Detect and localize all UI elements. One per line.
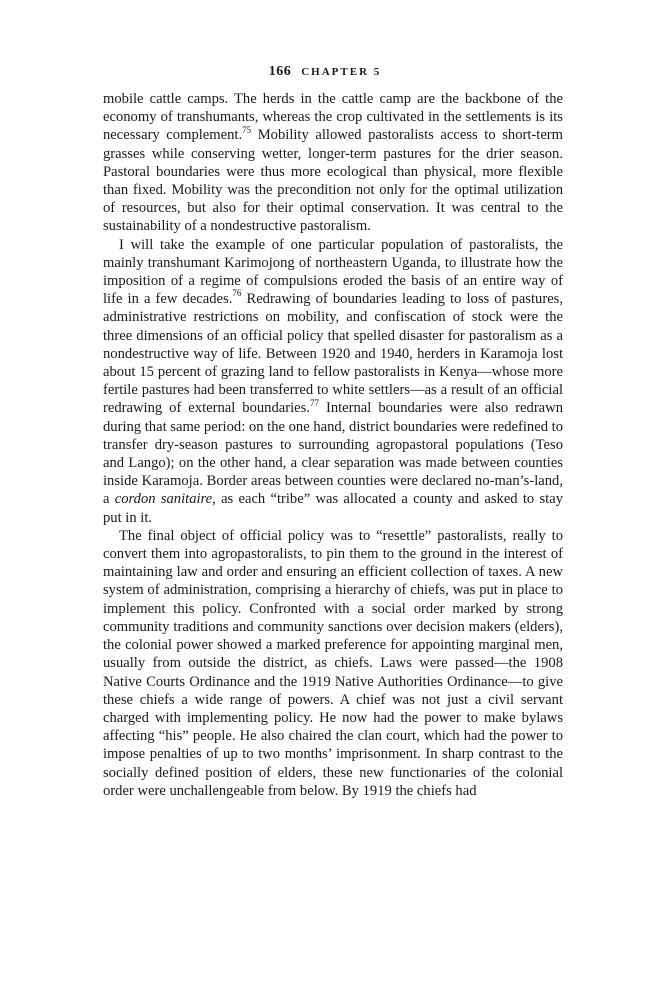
chapter-label: CHAPTER 5: [301, 66, 382, 78]
paragraph-1: [103, 90, 563, 236]
text-run: I will take the example of one particular population of pastoralists, the mainly transhumant Karimojong of northeastern Uganda, to illustrate how the imposition of a regime of compulsions eroded the basis of an entire way of life in a few decades.: [103, 236, 563, 308]
text-run: Redrawing of boundaries leading to loss of pastures, administrative restrictions on mobility, and confiscation of stock were the three dimensions of an official policy that spelled disaster for pastoralism as a nondestructive way of life. Between 1920 and 1940, herders in Karamoja lost about 15 percent of grazing land to fellow pastoralists in Kenya—whose more fertile pastures had been transferred to white settlers—as a result of an official redrawing of external boundaries.: [103, 291, 564, 417]
footnote-marker: 77: [309, 397, 319, 408]
running-head: [0, 64, 650, 80]
paragraph-2: [103, 236, 563, 527]
footnote-marker: 75: [242, 124, 252, 135]
text-run: Mobility allowed pastoralists access to short-term grasses while conserving wetter, longer-term pastures for the drier season. Pastoral boundaries were thus more ecological than physical, more flexible than fixed. Mobility was the precondition not only for the optimal utilization of resources, but also for their optimal conservation. It was central to the sustainability of a nondestructive pastoralism.: [103, 127, 564, 235]
text-run: Internal boundaries were also redrawn during that same period: on the one hand, district boundaries were redefined to transfer dry-season pastures to surrounding agropastoral populations (Teso and Lango); on the other hand, a clear separation was made between counties inside Karamoja. Border areas between counties were declared no-man’s-land, a: [103, 400, 563, 508]
text-run: The final object of official policy was to “resettle” pastoralists, really to convert them into agropastoralists, to pin them to the ground in the interest of maintaining law and order and ensuring an efficient collection of taxes. A new system of administration, comprising a hierarchy of chiefs, was put in place to implement this policy. Confronted with a social order marked by strong community traditions and community sanctions over decision makers (elders), the colonial power showed a marked preference for appointing marginal men, usually from outside the district, as chiefs. Laws were passed—the 1908 Native Courts Ordinance and the 1919 Native Authorities Ordinance—to give these chiefs a wide range of powers. A chief was not just a civil servant charged with implementing policy. He now had the power to make bylaws affecting “his” people. He also chaired the clan court, which had the power to impose penalties of up to two months’ imprisonment. In sharp contrast to the socially defined position of elders, these new functionaries of the colonial order were unchallengeable from below. By 1919 the chiefs had: [103, 527, 563, 799]
italic-phrase: cordon sanitaire: [114, 491, 213, 508]
paragraph-3: [103, 527, 563, 800]
body-text: [103, 90, 563, 800]
text-run: mobile cattle camps. The herds in the cattle camp are the backbone of the economy of transhumants, whereas the crop cultivated in the settlements is its necessary complement.: [103, 91, 563, 144]
page-number: 166: [268, 64, 292, 79]
text-run: , as each “tribe” was allocated a county and asked to stay put in it.: [103, 491, 563, 526]
footnote-marker: 76: [232, 288, 242, 299]
